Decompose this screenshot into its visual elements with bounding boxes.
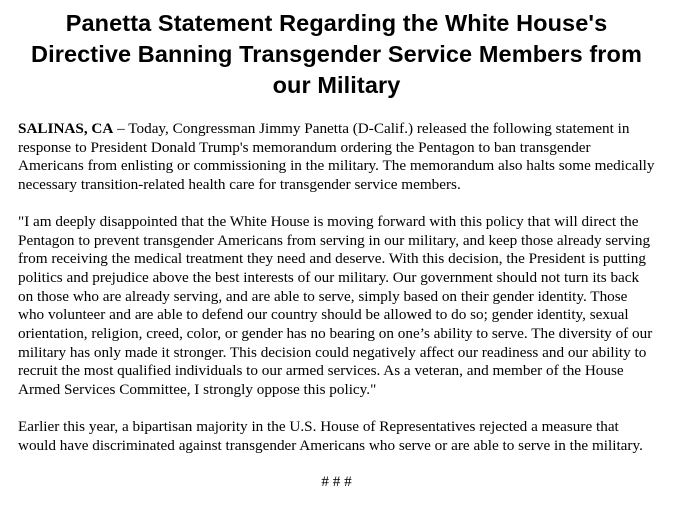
intro-paragraph-text: – Today, Congressman Jimmy Panetta (D-Calif.) released the following statement in response to President Donald Trump's memorandum ordering the Pentagon to ban transgender Americans from enlisting or commissioning in the military. The memorandum also halts some medically necessary transition-related health care for transgender service members. [18,120,655,194]
closing-paragraph: Earlier this year, a bipartisan majority in the U.S. House of Representatives rejected a measure that would have discriminated against transgender Americans who serve or are able to serve in the military. [18,417,643,454]
end-mark: # # # [321,473,352,491]
dateline: SALINAS, CA [18,120,114,137]
page-title: Panetta Statement Regarding the White House's Directive Banning Transgender Service Members from our Military [31,10,642,98]
intro-paragraph [18,120,655,195]
quote-paragraph: "I am deeply disappointed that the White House is moving forward with this policy that will direct the Pentagon to prevent transgender Americans from serving in our military, and keep those already serving from receiving the medical treatment they need and deserve. With this decision, the President is putting politics and prejudice above the best interests of our military. Our government should not turn its back on those who are already serving, and are able to serve, simply based on their gender identity. Those who volunteer and are able to defend our country should be allowed to do so; gender identity, sexual orientation, religion, creed, color, or gender has no bearing on one’s ability to serve. The diversity of our military has only made it stronger. This decision could negatively affect our readiness and our ability to recruit the most qualified individuals to our armed services. As a veteran, and member of the House Armed Services Committee, I strongly oppose this policy." [18,212,653,399]
